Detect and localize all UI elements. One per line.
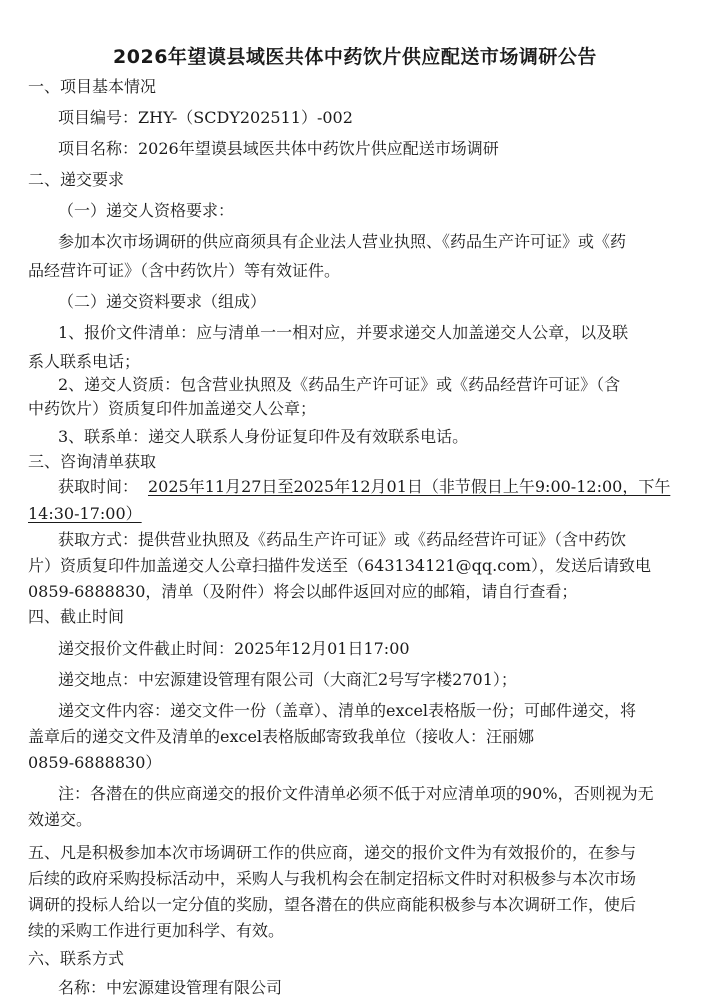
paragraph-line: 递交文件内容：递交文件一份（盖章）、清单的excel表格版一份；可邮件递交，将 bbox=[58, 701, 637, 720]
paragraph-line: 片）资质复印件加盖递交人公章扫描件发送至（643134121@qq.com），发送后请致电 bbox=[28, 556, 651, 575]
section-heading-2: 二、递交要求 bbox=[28, 170, 125, 189]
paragraph-line: 后续的政府采购投标活动中，采购人与我机构会在制定招标文件时对积极参与本次市场 bbox=[28, 869, 637, 888]
section-heading-3: 三、咨询清单获取 bbox=[28, 452, 157, 471]
paragraph-line: 系人联系电话； bbox=[28, 352, 141, 371]
acquisition-time-value: 2025年11月27日至2025年12月01日（非节假日上午9:00-12:00，下午 bbox=[148, 477, 671, 496]
subsection-heading-materials: （二）递交资料要求（组成） bbox=[58, 292, 267, 311]
acquisition-time-label: 获取时间： bbox=[58, 477, 139, 496]
paragraph-line: 品经营许可证》（含中药饮片）等有效证件。 bbox=[28, 261, 341, 280]
paragraph-line: 参加本次市场调研的供应商须具有企业法人营业执照、《药品生产许可证》或《药 bbox=[58, 232, 627, 251]
section-heading-1: 一、项目基本情况 bbox=[28, 77, 157, 96]
paragraph-line: 盖章后的递交文件及清单的excel表格版邮寄致我单位（接收人：汪丽娜 bbox=[28, 727, 535, 746]
note-line: 效递交。 bbox=[28, 810, 93, 829]
acquisition-time-value-cont: 14:30-17:00） bbox=[28, 504, 142, 523]
section-heading-6: 六、联系方式 bbox=[28, 949, 125, 968]
paragraph-line: 续的采购工作进行更加科学、有效。 bbox=[28, 921, 285, 940]
paragraph-line: 调研的投标人给以一定分值的奖励，望各潜在的供应商能积极参与本次调研工作，使后 bbox=[28, 895, 637, 914]
paragraph-line: 0859-6888830） bbox=[28, 753, 162, 772]
document-title: 2026年望谟县域医共体中药饮片供应配送市场调研公告 bbox=[113, 46, 597, 68]
note-line: 注：各潜在的供应商递交的报价文件清单必须不低于对应清单项的90%，否则视为无 bbox=[58, 784, 654, 803]
project-number: 项目编号：ZHY-（SCDY202511）-002 bbox=[58, 108, 353, 127]
paragraph-line: 1、报价文件清单：应与清单一一相对应，并要求递交人加盖递交人公章，以及联 bbox=[58, 323, 629, 342]
subsection-heading-qualification: （一）递交人资格要求： bbox=[58, 201, 235, 220]
paragraph-line: 五、凡是积极参加本次市场调研工作的供应商，递交的报价文件为有效报价的，在参与 bbox=[28, 843, 637, 862]
paragraph-line: 0859-6888830，清单（及附件）将会以邮件返回对应的邮箱，请自行查看； bbox=[28, 582, 578, 601]
project-name: 项目名称：2026年望谟县域医共体中药饮片供应配送市场调研 bbox=[58, 139, 499, 158]
paragraph-line: 2、递交人资质：包含营业执照及《药品生产许可证》或《药品经营许可证》（含 bbox=[58, 375, 621, 394]
paragraph-line: 中药饮片）资质复印件加盖递交人公章； bbox=[28, 399, 317, 418]
section-heading-4: 四、截止时间 bbox=[28, 607, 125, 626]
location-line: 递交地点：中宏源建设管理有限公司（大商汇2号写字楼2701）； bbox=[58, 670, 517, 689]
contact-name-line: 名称：中宏源建设管理有限公司 bbox=[58, 978, 283, 997]
paragraph-line: 获取方式：提供营业执照及《药品生产许可证》或《药品经营许可证》（含中药饮 bbox=[58, 530, 627, 549]
paragraph-line: 3、联系单：递交人联系人身份证复印件及有效联系电话。 bbox=[58, 427, 469, 446]
deadline-line: 递交报价文件截止时间：2025年12月01日17:00 bbox=[58, 639, 410, 658]
